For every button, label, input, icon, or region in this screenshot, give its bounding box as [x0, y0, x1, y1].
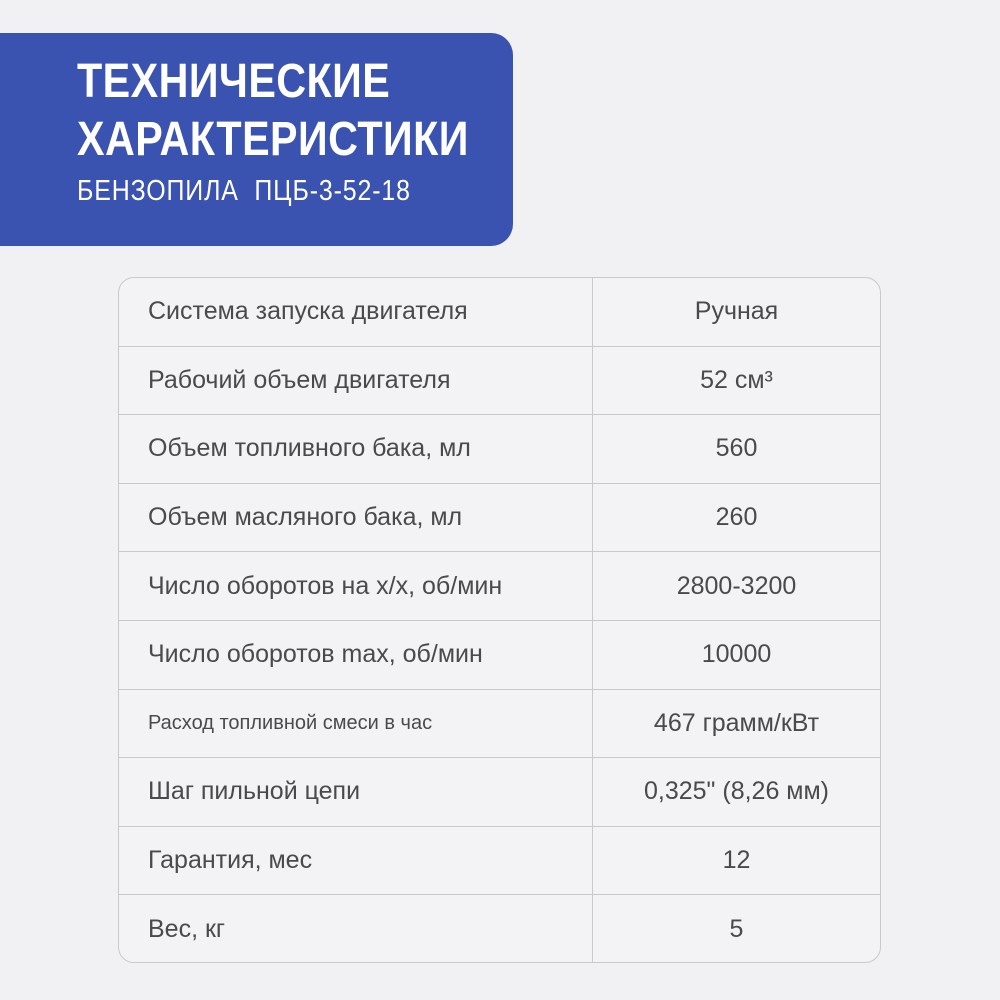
spec-row: [119, 552, 880, 621]
spec-value: 5: [729, 915, 744, 944]
spec-name: Число оборотов max, об/мин: [119, 621, 593, 689]
spec-row: [119, 278, 880, 347]
spec-name: Гарантия, мес: [119, 827, 593, 895]
spec-row: [119, 415, 880, 484]
page-title-line-1: ТЕХНИЧЕСКИЕ: [77, 55, 391, 108]
spec-name: Шаг пильной цепи: [119, 758, 593, 826]
product-subtitle: БЕНЗОПИЛА ПЦБ-3-52-18: [77, 175, 411, 207]
spec-value: 467 грамм/кВт: [653, 708, 820, 737]
spec-name: Вес, кг: [119, 895, 593, 963]
spec-value: 10000: [701, 640, 772, 669]
spec-name: Расход топливной смеси в час: [119, 690, 593, 758]
spec-value: 260: [715, 503, 758, 532]
spec-row: [119, 347, 880, 416]
spec-name: Объем масляного бака, мл: [119, 484, 593, 552]
title-banner: [0, 33, 513, 246]
spec-row: [119, 484, 880, 553]
spec-name: Система запуска двигателя: [119, 278, 593, 346]
spec-row: [119, 895, 880, 963]
spec-value: 560: [715, 434, 758, 463]
spec-value: Ручная: [694, 297, 779, 326]
spec-row: [119, 758, 880, 827]
spec-value: 12: [722, 846, 751, 875]
spec-row: [119, 827, 880, 896]
specs-table: [118, 277, 881, 963]
page-title-line-2: ХАРАКТЕРИСТИКИ: [77, 113, 469, 166]
spec-row: [119, 621, 880, 690]
spec-value: 0,325" (8,26 мм): [643, 777, 829, 806]
spec-name: Число оборотов на х/х, об/мин: [119, 552, 593, 620]
spec-value: 2800-3200: [676, 571, 797, 600]
spec-row: [119, 690, 880, 759]
spec-value: 52 см³: [700, 365, 773, 394]
spec-name: Объем топливного бака, мл: [119, 415, 593, 483]
spec-name: Рабочий объем двигателя: [119, 347, 593, 415]
